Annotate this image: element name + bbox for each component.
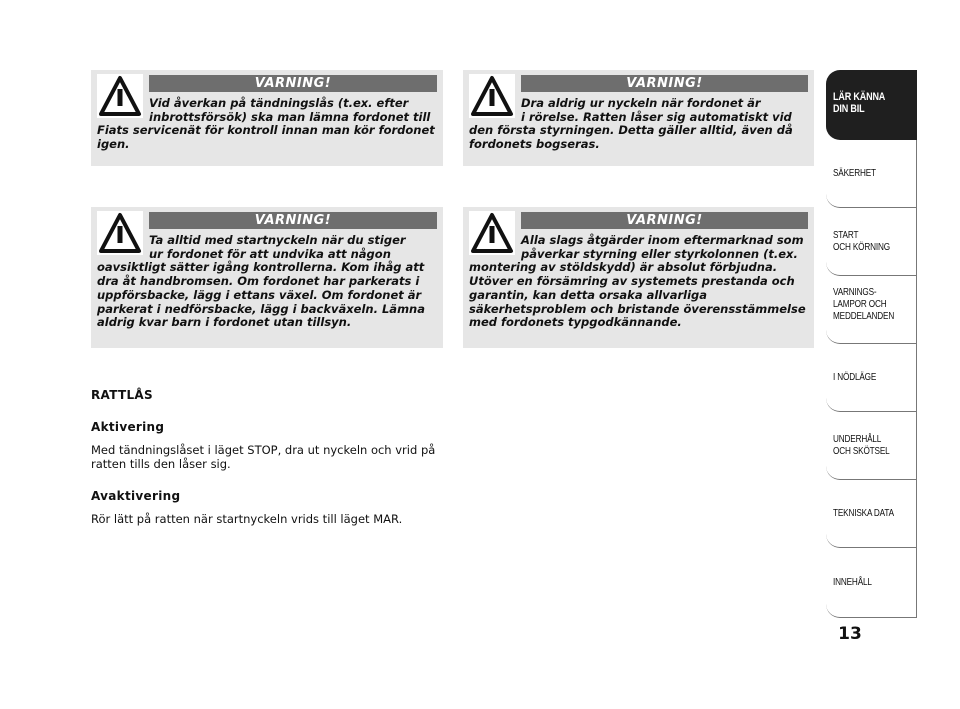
tab-underhall-och-skotsel[interactable]	[826, 412, 917, 480]
tab-start-och-korning[interactable]	[826, 208, 917, 276]
warning-line-1: Dra aldrig ur nyckeln när fordonet är	[521, 96, 761, 110]
tab-label: TEKNISKA DATA	[833, 508, 894, 519]
warning-label: VARNING!	[521, 212, 808, 229]
tab-label: I NÖDLÄGE	[833, 372, 877, 383]
warning-line-2: ur fordonet för att undvika att någon	[149, 246, 391, 261]
warning-line-2: i rörelse. Ratten låser sig automatiskt vid	[521, 109, 792, 124]
warning-text	[469, 234, 809, 330]
warning-box-3	[91, 207, 443, 348]
tab-tekniska-data[interactable]	[826, 480, 917, 548]
activation-text: Med tändningslåset i läget STOP, dra ut nyckeln och vrid på ratten tills den låser sig.	[91, 443, 436, 471]
tab-lar-kanna-din-bil[interactable]	[826, 70, 917, 140]
warning-label: VARNING!	[521, 75, 808, 92]
deactivation-text: Rör lätt på ratten när startnyckeln vrids till läget MAR.	[91, 512, 403, 526]
warning-box-2	[463, 70, 814, 166]
warning-text	[469, 97, 809, 152]
warning-rest: oavsiktligt sätter igång kontrollerna. Kom ihåg att dra åt handbromsen. Om fordonet har parkerats i uppförsbacke, lägg i ettans växel. Om fordonet är parkerat i nedförsbacke, lägg i backväxeln. Lämna aldrig kvar barn i fordonet utan tillsyn.	[97, 260, 426, 330]
warning-line-2: inbrottsförsök) ska man lämna fordonet till	[149, 109, 431, 124]
page-number: 13	[838, 624, 862, 644]
warning-box-1	[91, 70, 443, 166]
warning-line-1: Vid åverkan på tändningslås (t.ex. efter	[149, 96, 409, 110]
warning-label: VARNING!	[149, 212, 437, 229]
tab-label: UNDERHÅLL OCH SKÖTSEL	[833, 434, 890, 457]
tab-varningslampor[interactable]	[826, 276, 917, 344]
warning-rest: montering av stöldskydd) är absolut förbjudna. Utöver en försämring av systemets prestanda och garantin, kan detta orsaka allvarliga säkerhetsproblem och bristande överensstämmelse med fordonets typgodkännande.	[469, 260, 806, 330]
warning-line-1: Alla slags åtgärder inom eftermarknad som	[521, 233, 804, 247]
deactivation-heading: Avaktivering	[91, 489, 181, 503]
warning-line-2: påverkar styrning eller styrkolonnen (t.ex.	[521, 246, 798, 261]
warning-box-4	[463, 207, 814, 348]
tab-i-nodlage[interactable]	[826, 344, 917, 412]
warning-line-1: Ta alltid med startnyckeln när du stiger	[149, 233, 406, 247]
tab-innehall[interactable]	[826, 548, 917, 618]
tab-label: START OCH KÖRNING	[833, 230, 890, 253]
section-title: RATTLÅS	[91, 388, 153, 402]
tab-label: INNEHÅLL	[833, 577, 872, 588]
warning-rest: den första styrningen. Detta gäller alltid, även då fordonets bogseras.	[469, 123, 793, 152]
tab-label: SÄKERHET	[833, 168, 876, 179]
tab-label: LÄR KÄNNA DIN BIL	[833, 91, 886, 115]
tab-sakerhet[interactable]	[826, 140, 917, 208]
warning-rest: Fiats servicenät för kontroll innan man kör fordonet igen.	[97, 123, 435, 152]
warning-text	[97, 234, 439, 330]
tab-label: VARNINGS- LAMPOR OCH MEDDELANDEN	[833, 287, 895, 322]
warning-label: VARNING!	[149, 75, 437, 92]
activation-heading: Aktivering	[91, 420, 165, 434]
warning-text	[97, 97, 439, 152]
